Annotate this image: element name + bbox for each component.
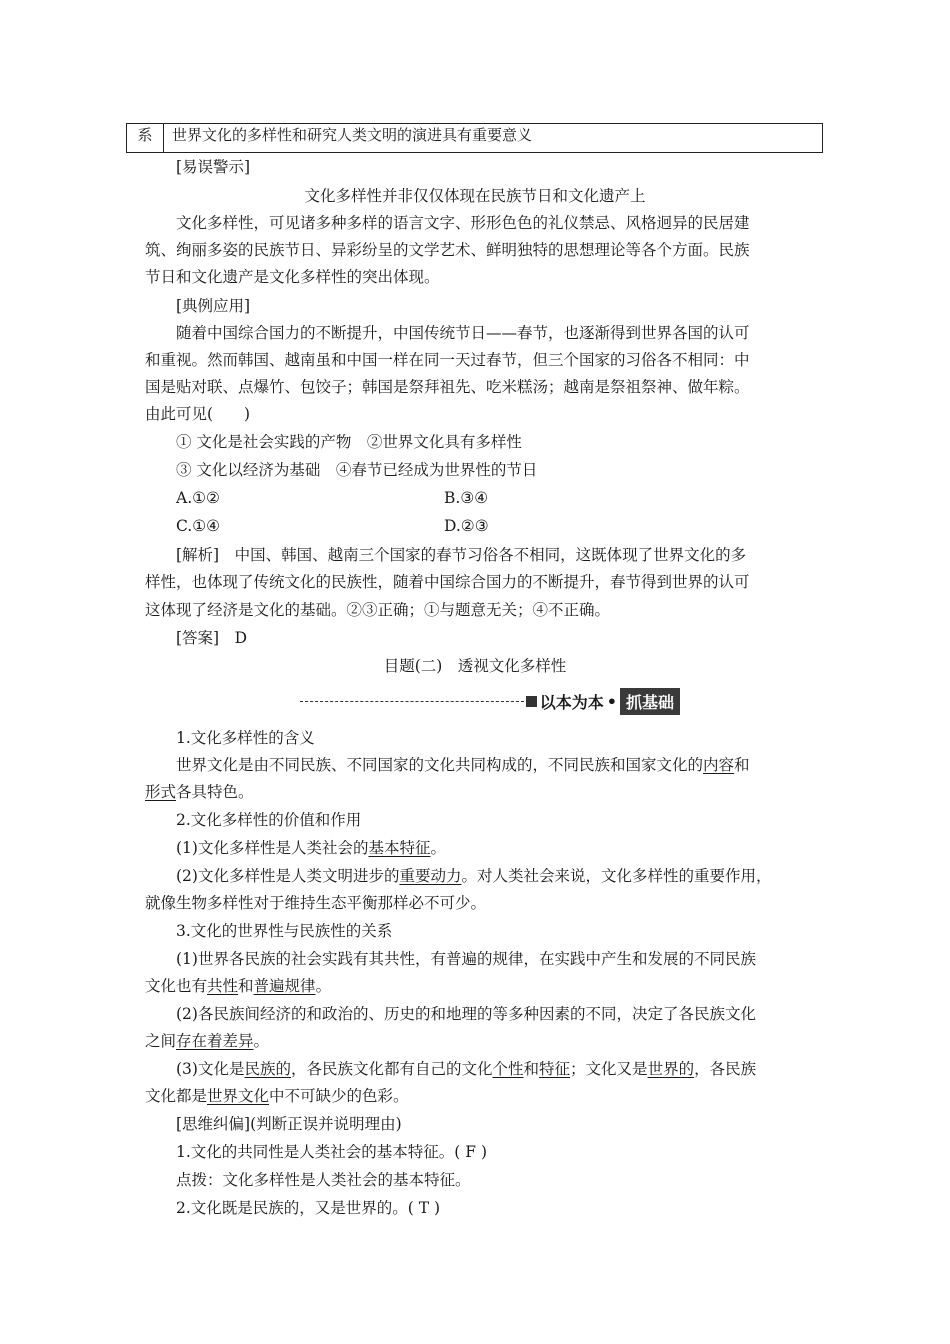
think-item: 1.文化的共同性是人类社会的基本特征。( F ) <box>176 1143 487 1161</box>
think-label: [思维纠偏](判断正误并说明理由) <box>176 1115 402 1133</box>
choice-d: D.②③ <box>444 517 489 535</box>
section-2-line: 就像生物多样性对于维持生态平衡那样必不可少。 <box>145 894 487 912</box>
section-1-title: 1.文化多样性的含义 <box>176 729 315 747</box>
example-paragraph-line: 随着中国综合国力的不断提升，中国传统节日——春节，也逐渐得到世界各国的认可 <box>176 324 750 342</box>
topic-title: 目题(二) 透视文化多样性 <box>383 657 567 675</box>
warning-title: 文化多样性并非仅仅体现在民族节日和文化遗产上 <box>304 187 646 205</box>
section-3-line: 文化也有共性和普遍规律。 <box>145 977 332 995</box>
warning-paragraph-line: 筑、绚丽多姿的民族节日、异彩纷呈的文学艺术、鲜明独特的思想理论等各个方面。民族 <box>145 241 750 259</box>
banner-text: 以本为本 <box>539 692 604 712</box>
summary-table-row <box>126 123 823 153</box>
analysis-line: 样性，也体现了传统文化的民族性，随着中国综合国力的不断提升，春节得到世界的认可 <box>145 573 750 591</box>
warning-label: [易误警示] <box>176 158 251 176</box>
section-1-line: 世界文化是由不同民族、不同国家的文化共同构成的，不同民族和国家文化的内容和 <box>176 756 750 774</box>
banner-box-text: 抓基础 <box>620 688 680 715</box>
choice-c: C.①④ <box>176 517 221 535</box>
option-statement-line: ③ 文化以经济为基础 ④春节已经成为世界性的节日 <box>176 461 538 479</box>
warning-paragraph-line: 文化多样性，可见诸多种多样的语言文字、形形色色的礼仪禁忌、风格迥异的民居建 <box>176 214 750 232</box>
analysis-line: 这体现了经济是文化的基础。②③正确；①与题意无关；④不正确。 <box>145 601 611 619</box>
example-label: [典例应用] <box>176 297 251 315</box>
section-2-title: 2.文化多样性的价值和作用 <box>176 811 362 829</box>
dot-separator-icon: • <box>606 691 617 711</box>
think-note: 点拨：文化多样性是人类社会的基本特征。 <box>176 1171 471 1189</box>
choice-a: A.①② <box>176 489 220 507</box>
think-item: 2.文化既是民族的，又是世界的。( T ) <box>176 1199 441 1217</box>
analysis-line: [解析] 中国、韩国、越南三个国家的春节习俗各不相同，这既体现了世界文化的多 <box>176 546 747 564</box>
banner-dash-line <box>300 701 524 702</box>
answer-line: [答案] D <box>176 629 248 647</box>
section-1-line: 形式各具特色。 <box>145 783 254 801</box>
section-3-line: (2)各民族间经济的和政治的、历史的和地理的等多种因素的不同，决定了各民族文化 <box>176 1005 756 1023</box>
warning-paragraph-line: 节日和文化遗产是文化多样性的突出体现。 <box>145 268 440 286</box>
example-paragraph-line: 国是贴对联、点爆竹、包饺子；韩国是祭拜祖先、吃米糕汤；越南是祭祖祭神、做年粽。 <box>145 378 750 396</box>
section-3-line: (1)世界各民族的社会实践有其共性，有普遍的规律，在实践中产生和发展的不同民族 <box>176 950 756 968</box>
section-3-line: 文化都是世界文化中不可缺少的色彩。 <box>145 1087 409 1105</box>
choice-b: B.③④ <box>444 489 489 507</box>
section-2-line: (1)文化多样性是人类社会的基本特征。 <box>176 839 446 857</box>
example-paragraph-line: 和重视。然而韩国、越南虽和中国一样在同一天过春节，但三个国家的习俗各不相同：中 <box>145 351 750 369</box>
section-3-line: 之间存在着差异。 <box>145 1032 270 1050</box>
option-statement-line: ① 文化是社会实践的产物 ②世界文化具有多样性 <box>176 433 522 451</box>
section-2-line: (2)文化多样性是人类文明进步的重要动力。对人类社会来说，文化多样性的重要作用， <box>176 867 772 885</box>
section-3-line: (3)文化是民族的，各民族文化都有自己的文化个性和特征；文化又是世界的，各民族 <box>176 1060 757 1078</box>
section-3-title: 3.文化的世界性与民族性的关系 <box>176 922 393 940</box>
section-banner <box>300 688 680 714</box>
table-cell-content: 世界文化的多样性和研究人类文明的演进具有重要意义 <box>172 126 533 144</box>
square-bullet-icon <box>526 696 537 707</box>
table-cell-label: 系 <box>127 124 164 152</box>
example-paragraph-line: 由此可见( ) <box>145 405 251 423</box>
